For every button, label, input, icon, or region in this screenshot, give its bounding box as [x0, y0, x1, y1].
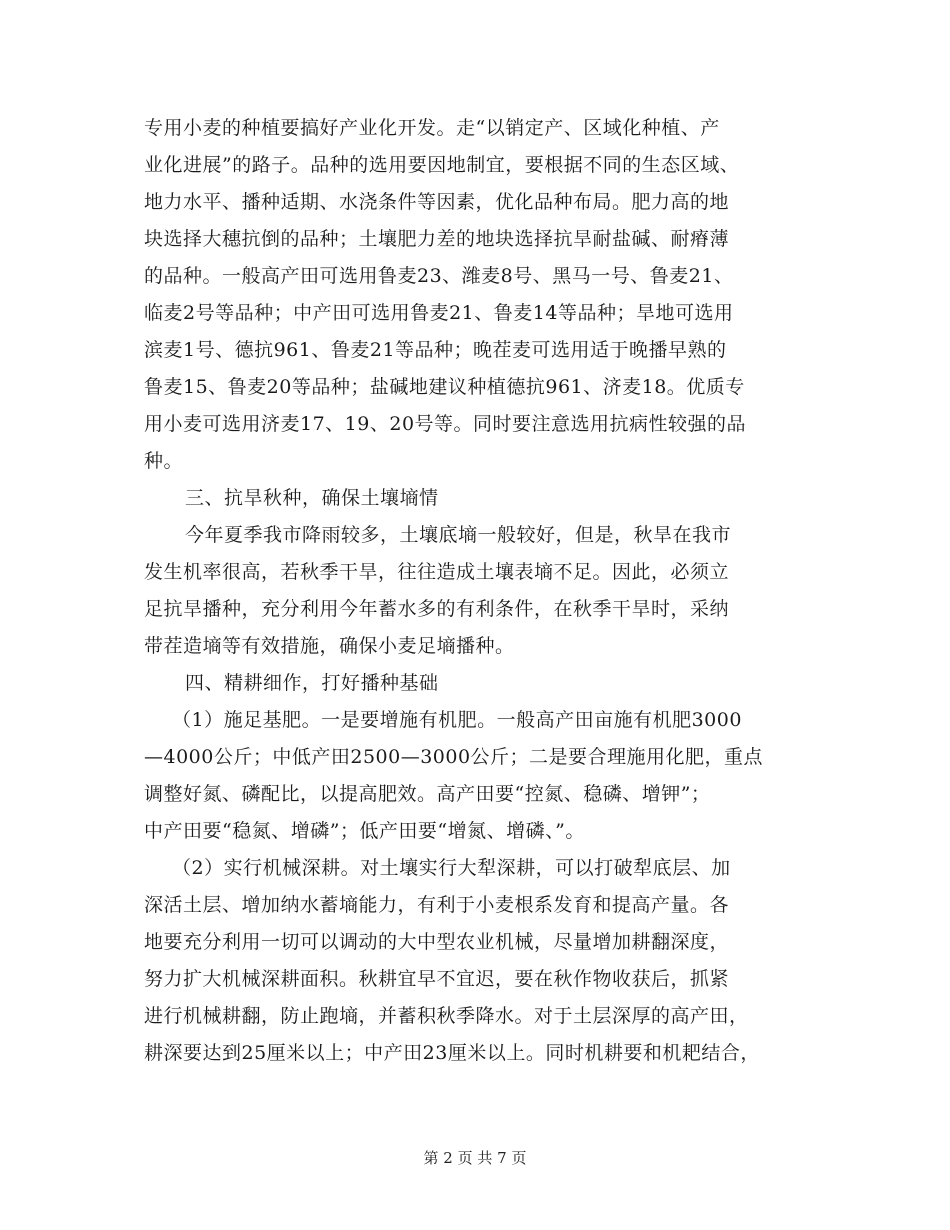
text-line: 调整好氮、磷配比，以提高肥效。高产田要“控氮、稳磷、增钾”； [144, 783, 711, 805]
text-line: 业化进展”的路子。品种的选用要因地制宜，要根据不同的生态区域、 [144, 154, 740, 176]
text-line: 发生机率很高，若秋季干旱，往往造成土壤表墒不足。因此，必须立 [144, 561, 730, 583]
text-line: 足抗旱播种，充分利用今年蓄水多的有利条件，在秋季干旱时，采纳 [144, 598, 730, 620]
text-line: 专用小麦的种植要搞好产业化开发。走“以销定产、区域化种植、产 [144, 117, 720, 139]
text-line: 带茬造墒等有效措施，确保小麦足墒播种。 [144, 635, 515, 657]
text-line: 努力扩大机械深耕面积。秋耕宜早不宜迟，要在秋作物收获后，抓紧 [144, 968, 730, 990]
text-line: （2）实行机械深耕。对土壤实行大犁深耕，可以打破犁底层、加 [172, 857, 731, 879]
text-line: 今年夏季我市降雨较多，土壤底墒一般较好，但是，秋旱在我市 [185, 524, 732, 546]
text-line: 地要充分利用一切可以调动的大中型农业机械，尽量增加耕翻深度， [144, 931, 730, 953]
text-line: 耕深要达到25厘米以上；中产田23厘米以上。同时机耕要和机耙结合， [144, 1042, 760, 1064]
text-line: 种。 [144, 450, 184, 472]
text-line: 中产田要“稳氮、增磷”；低产田要“增氮、增磷、”。 [144, 820, 585, 842]
text-line: 滨麦1号、德抗961、鲁麦21等品种；晚茬麦可选用适于晚播早熟的 [144, 339, 727, 361]
section-heading: 四、精耕细作，打好播种基础 [185, 672, 439, 694]
text-line: 深活土层、增加纳水蓄墒能力，有利于小麦根系发育和提高产量。各 [144, 894, 730, 916]
text-line: 临麦2号等品种；中产田可选用鲁麦21、鲁麦14等品种；旱地可选用 [144, 302, 734, 324]
text-line: 进行机械耕翻，防止跑墒，并蓄积秋季降水。对于土层深厚的高产田， [144, 1005, 749, 1027]
text-line: 鲁麦15、鲁麦20等品种；盐碱地建议种植德抗961、济麦18。优质专 [144, 376, 745, 398]
section-heading: 三、抗旱秋种，确保土壤墒情 [185, 487, 439, 509]
text-line: 的品种。一般高产田可选用鲁麦23、潍麦8号、黑马一号、鲁麦21、 [144, 265, 734, 287]
text-line: 块选择大穗抗倒的品种；土壤肥力差的地块选择抗旱耐盐碱、耐瘠薄 [144, 228, 730, 250]
page-number: 第 2 页 共 7 页 [423, 1149, 527, 1167]
text-line: 用小麦可选用济麦17、19、20号等。同时要注意选用抗病性较强的品 [144, 413, 747, 435]
text-line: —4000公斤；中低产田2500—3000公斤；二是要合理施用化肥，重点 [144, 746, 764, 768]
text-line: （1）施足基肥。一是要增施有机肥。一般高产田亩施有机肥3000 [172, 709, 742, 731]
text-line: 地力水平、播种适期、水浇条件等因素，优化品种布局。肥力高的地 [144, 191, 730, 213]
